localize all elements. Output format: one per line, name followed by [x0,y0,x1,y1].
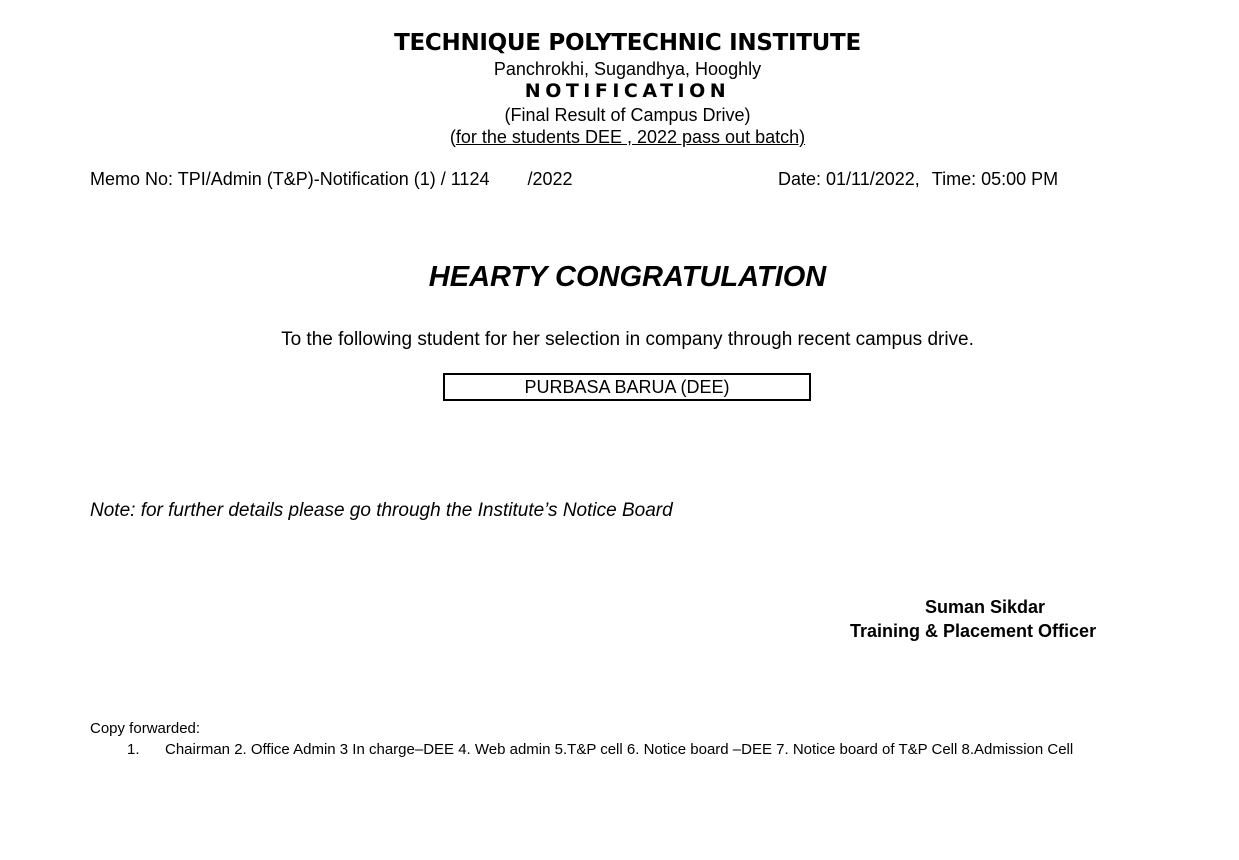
memo-time: Time: 05:00 PM [931,169,1059,189]
batch-line [0,127,1239,148]
date-time-line [778,169,1058,190]
notification-subtitle: (Final Result of Campus Drive) [504,105,751,125]
batch-text: for the students DEE , 2022 pass out batch) [455,127,806,147]
copy-list-number: 1. [127,741,140,758]
notification-title: NOTIFICATION [524,80,731,102]
memo-year: /2022 [527,169,573,189]
signer-title: Training & Placement Officer [850,621,1097,641]
memo-line [90,169,573,190]
signer-name: Suman Sikdar [924,597,1046,617]
batch-open-paren: ( [449,127,456,147]
memo-date: Date: 01/11/2022, [778,169,920,189]
student-name-box: PURBASA BARUA (DEE) [443,373,811,401]
headline: HEARTY CONGRATULATION [428,261,827,293]
note-text: Note: for further details please go through the Institute’s Notice Board [90,500,673,521]
intro-text: To the following student for her selection in company through recent campus drive. [281,329,974,350]
institute-address: Panchrokhi, Sugandhya, Hooghly [493,59,762,79]
copy-forwarded-label: Copy forwarded: [90,720,201,737]
memo-number: Memo No: TPI/Admin (T&P)-Notification (1) / 1124 [90,169,490,189]
copy-recipients: Chairman 2. Office Admin 3 In charge–DEE 4. Web admin 5.T&P cell 6. Notice board –DEE 7. Notice board of T&P Cell 8.Admission Cell [165,741,1074,758]
institute-name: TECHNIQUE POLYTECHNIC INSTITUTE [394,30,861,56]
